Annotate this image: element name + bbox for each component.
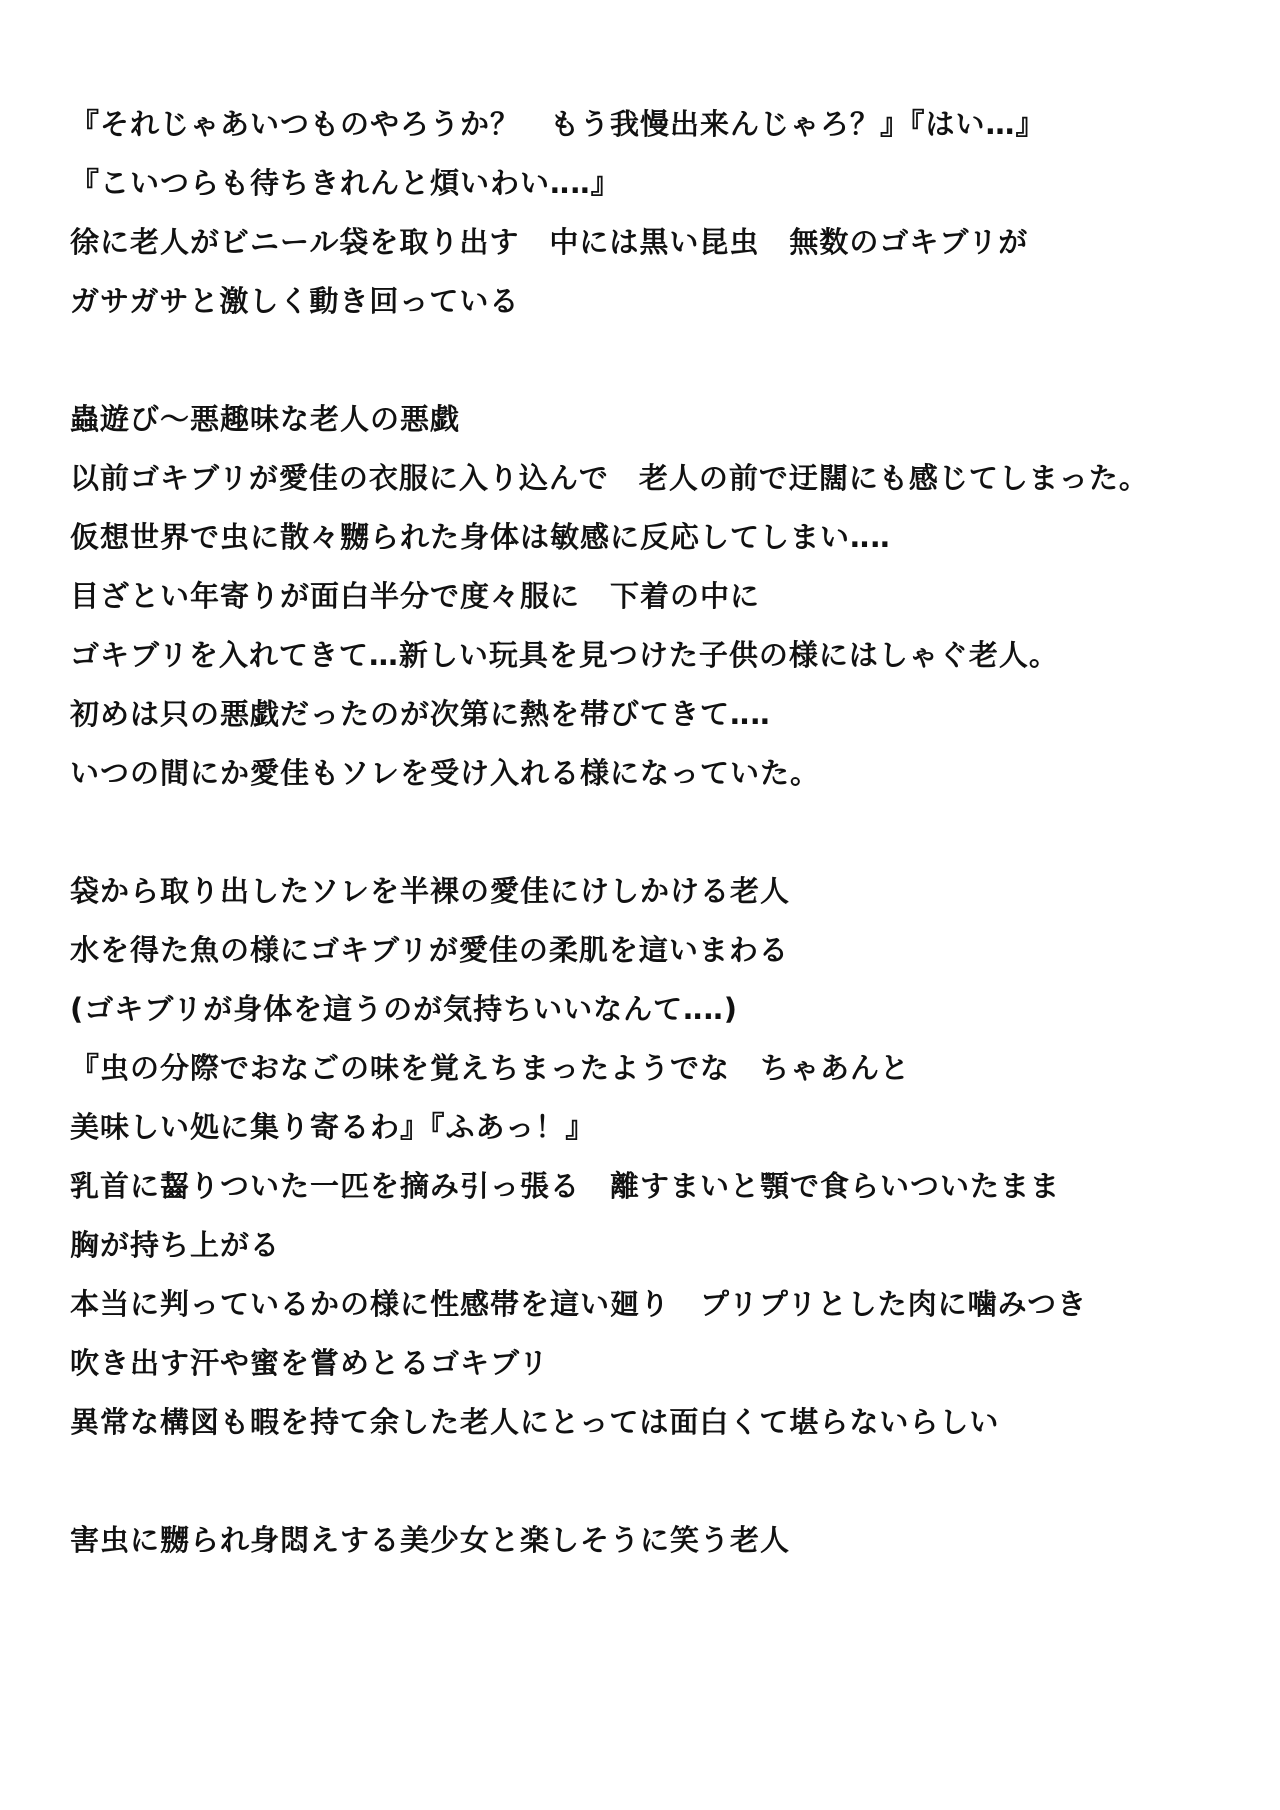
text-line: 目ざとい年寄りが面白半分で度々服に 下着の中に — [70, 579, 761, 613]
paragraph — [70, 1511, 1250, 1570]
text-line: 『こいつらも待ちきれんと煩いわい‥‥』 — [70, 166, 621, 200]
text-line: 本当に判っているかの様に性感帯を這い廻り プリプリとした肉に噛みつき — [70, 1287, 1088, 1321]
text-line: 吹き出す汗や蜜を嘗めとるゴキブリ — [70, 1346, 549, 1380]
text-line: 『虫の分際でおなごの味を覚えちまったようでな ちゃあんと — [70, 1051, 911, 1085]
text-line: 徐に老人がビニール袋を取り出す 中には黒い昆虫 無数のゴキブリが — [70, 225, 1029, 259]
text-line: 仮想世界で虫に散々嬲られた身体は敏感に反応してしまい‥‥ — [70, 520, 891, 554]
text-line: (ゴキブリが身体を這うのが気持ちいいなんて‥‥) — [70, 992, 739, 1026]
text-line: 美味しい処に集り寄るわ』『ふあっ！』 — [70, 1110, 596, 1144]
text-line: 『それじゃあいつものやろうか？ もう我慢出来んじゃろ？』『はい…』 — [70, 107, 1046, 141]
text-line: ガサガサと激しく動き回っている — [70, 284, 520, 318]
paragraph-gap — [70, 1452, 1250, 1511]
text-line: 以前ゴキブリが愛佳の衣服に入り込んで 老人の前で迂闊にも感じてしまった。 — [70, 461, 1149, 495]
paragraph — [70, 390, 1250, 803]
section-heading: 蟲遊び～悪趣味な老人の悪戯 — [70, 402, 461, 436]
text-line: ゴキブリを入れてきて…新しい玩具を見つけた子供の様にはしゃぐ老人。 — [70, 638, 1059, 672]
text-line: 袋から取り出したソレを半裸の愛佳にけしかける老人 — [70, 874, 791, 908]
text-line: 害虫に嬲られ身悶えする美少女と楽しそうに笑う老人 — [70, 1523, 791, 1557]
text-block — [70, 95, 1250, 1570]
text-line: 水を得た魚の様にゴキブリが愛佳の柔肌を這いまわる — [70, 933, 789, 967]
paragraph — [70, 95, 1250, 331]
text-line: いつの間にか愛佳もソレを受け入れる様になっていた。 — [70, 756, 821, 790]
text-line: 初めは只の悪戯だったのが次第に熱を帯びてきて‥‥ — [70, 697, 771, 731]
text-line: 乳首に齧りついた一匹を摘み引っ張る 離すまいと顎で食らいついたまま — [70, 1169, 1061, 1203]
paragraph-gap — [70, 331, 1250, 390]
paragraph-gap — [70, 803, 1250, 862]
paragraph — [70, 862, 1250, 1452]
text-line: 異常な構図も暇を持て余した老人にとっては面白くて堪らないらしい — [70, 1405, 1000, 1439]
text-line: 胸が持ち上がる — [70, 1228, 281, 1262]
